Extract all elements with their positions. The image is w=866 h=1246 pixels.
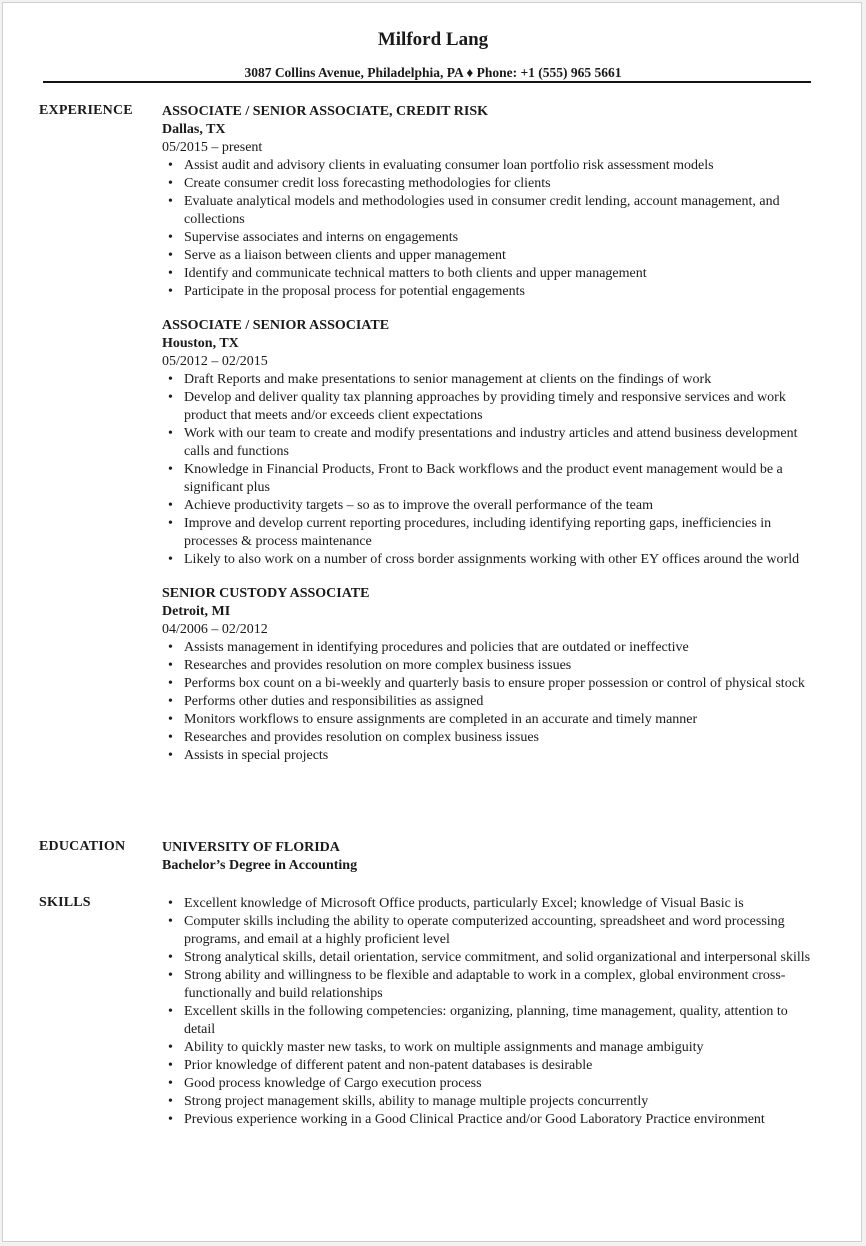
experience-body [162,103,822,781]
education-body [162,839,822,875]
bullet-item: • Performs other duties and responsibilities as assigned [162,693,822,711]
bullet-item: • Likely to also work on a number of cross border assignments working with other EY offices around the world [162,551,822,569]
bullet-item: • Supervise associates and interns on engagements [162,229,822,247]
skill-item: • Excellent knowledge of Microsoft Office products, particularly Excel; knowledge of Visual Basic is [162,895,822,913]
school-name: UNIVERSITY OF FLORIDA [162,840,340,855]
job-entry [162,585,822,765]
skill-item: • Ability to quickly master new tasks, to work on multiple assignments and manage ambiguity [162,1039,822,1057]
job-dates: 05/2015 – present [162,140,263,155]
skill-item: • Good process knowledge of Cargo execution process [162,1075,822,1093]
bullet-item: • Develop and deliver quality tax planning approaches by providing timely and responsive services and work product that meets and/or exceeds client expectations [162,389,822,425]
job-entry [162,103,822,301]
job-dates: 04/2006 – 02/2012 [162,622,268,637]
job-location: Detroit, MI [162,604,231,619]
bullet-item: • Assist audit and advisory clients in evaluating consumer loan portfolio risk assessment models [162,157,822,175]
skill-item: • Prior knowledge of different patent and non-patent databases is desirable [162,1057,822,1075]
bullet-item: • Assists in special projects [162,747,822,765]
job-title: SENIOR CUSTODY ASSOCIATE [162,586,370,601]
bullet-item: • Serve as a liaison between clients and upper management [162,247,822,265]
section-label-skills: SKILLS [39,895,91,910]
skill-item: • Excellent skills in the following competencies: organizing, planning, time management, quality, attention to detail [162,1003,822,1039]
job-location: Houston, TX [162,336,239,351]
bullet-item: • Evaluate analytical models and methodologies used in consumer credit lending, account management, and collections [162,193,822,229]
skills-body [162,895,822,1129]
bullet-item: • Performs box count on a bi-weekly and quarterly basis to ensure proper possession or control of physical stock [162,675,822,693]
job-title: ASSOCIATE / SENIOR ASSOCIATE, CREDIT RISK [162,104,488,119]
job-dates: 05/2012 – 02/2015 [162,354,268,369]
degree: Bachelor’s Degree in Accounting [162,858,358,873]
skill-item: • Previous experience working in a Good Clinical Practice and/or Good Laboratory Practice environment [162,1111,822,1129]
bullet-item: • Assists management in identifying procedures and policies that are outdated or ineffective [162,639,822,657]
skill-item: • Computer skills including the ability to operate computerized accounting, spreadsheet and word processing programs, and email at a highly proficient level [162,913,822,949]
section-label-education: EDUCATION [39,839,126,854]
candidate-name: Milford Lang [377,29,489,50]
header-divider [43,81,811,83]
bullet-item: • Monitors workflows to ensure assignments are completed in an accurate and timely manner [162,711,822,729]
bullet-item: • Participate in the proposal process for potential engagements [162,283,822,301]
skills-list [162,895,822,1129]
section-label-experience: EXPERIENCE [39,103,133,118]
skill-item: • Strong ability and willingness to be flexible and adaptable to work in a complex, global environment cross-functionally and build relationships [162,967,822,1003]
bullet-item: • Work with our team to create and modify presentations and industry articles and attend business development calls and functions [162,425,822,461]
bullet-item: • Identify and communicate technical matters to both clients and upper management [162,265,822,283]
job-bullets [162,371,822,569]
bullet-item: • Draft Reports and make presentations to senior management at clients on the findings of work [162,371,822,389]
bullet-item: • Researches and provides resolution on complex business issues [162,729,822,747]
bullet-item: • Researches and provides resolution on more complex business issues [162,657,822,675]
job-bullets [162,157,822,301]
contact-line: 3087 Collins Avenue, Philadelphia, PA ♦ Phone: +1 (555) 965 5661 [244,65,622,80]
skill-item: • Strong project management skills, ability to manage multiple projects concurrently [162,1093,822,1111]
bullet-item: • Improve and develop current reporting procedures, including identifying reporting gaps, inefficiencies in processes & process maintenance [162,515,822,551]
bullet-item: • Achieve productivity targets – so as to improve the overall performance of the team [162,497,822,515]
job-bullets [162,639,822,765]
job-title: ASSOCIATE / SENIOR ASSOCIATE [162,318,390,333]
resume-page [2,2,862,1242]
job-location: Dallas, TX [162,122,226,137]
bullet-item: • Create consumer credit loss forecasting methodologies for clients [162,175,822,193]
job-entry [162,317,822,569]
bullet-item: • Knowledge in Financial Products, Front to Back workflows and the product event management would be a significant plus [162,461,822,497]
skill-item: • Strong analytical skills, detail orientation, service commitment, and solid organizational and interpersonal skills [162,949,822,967]
